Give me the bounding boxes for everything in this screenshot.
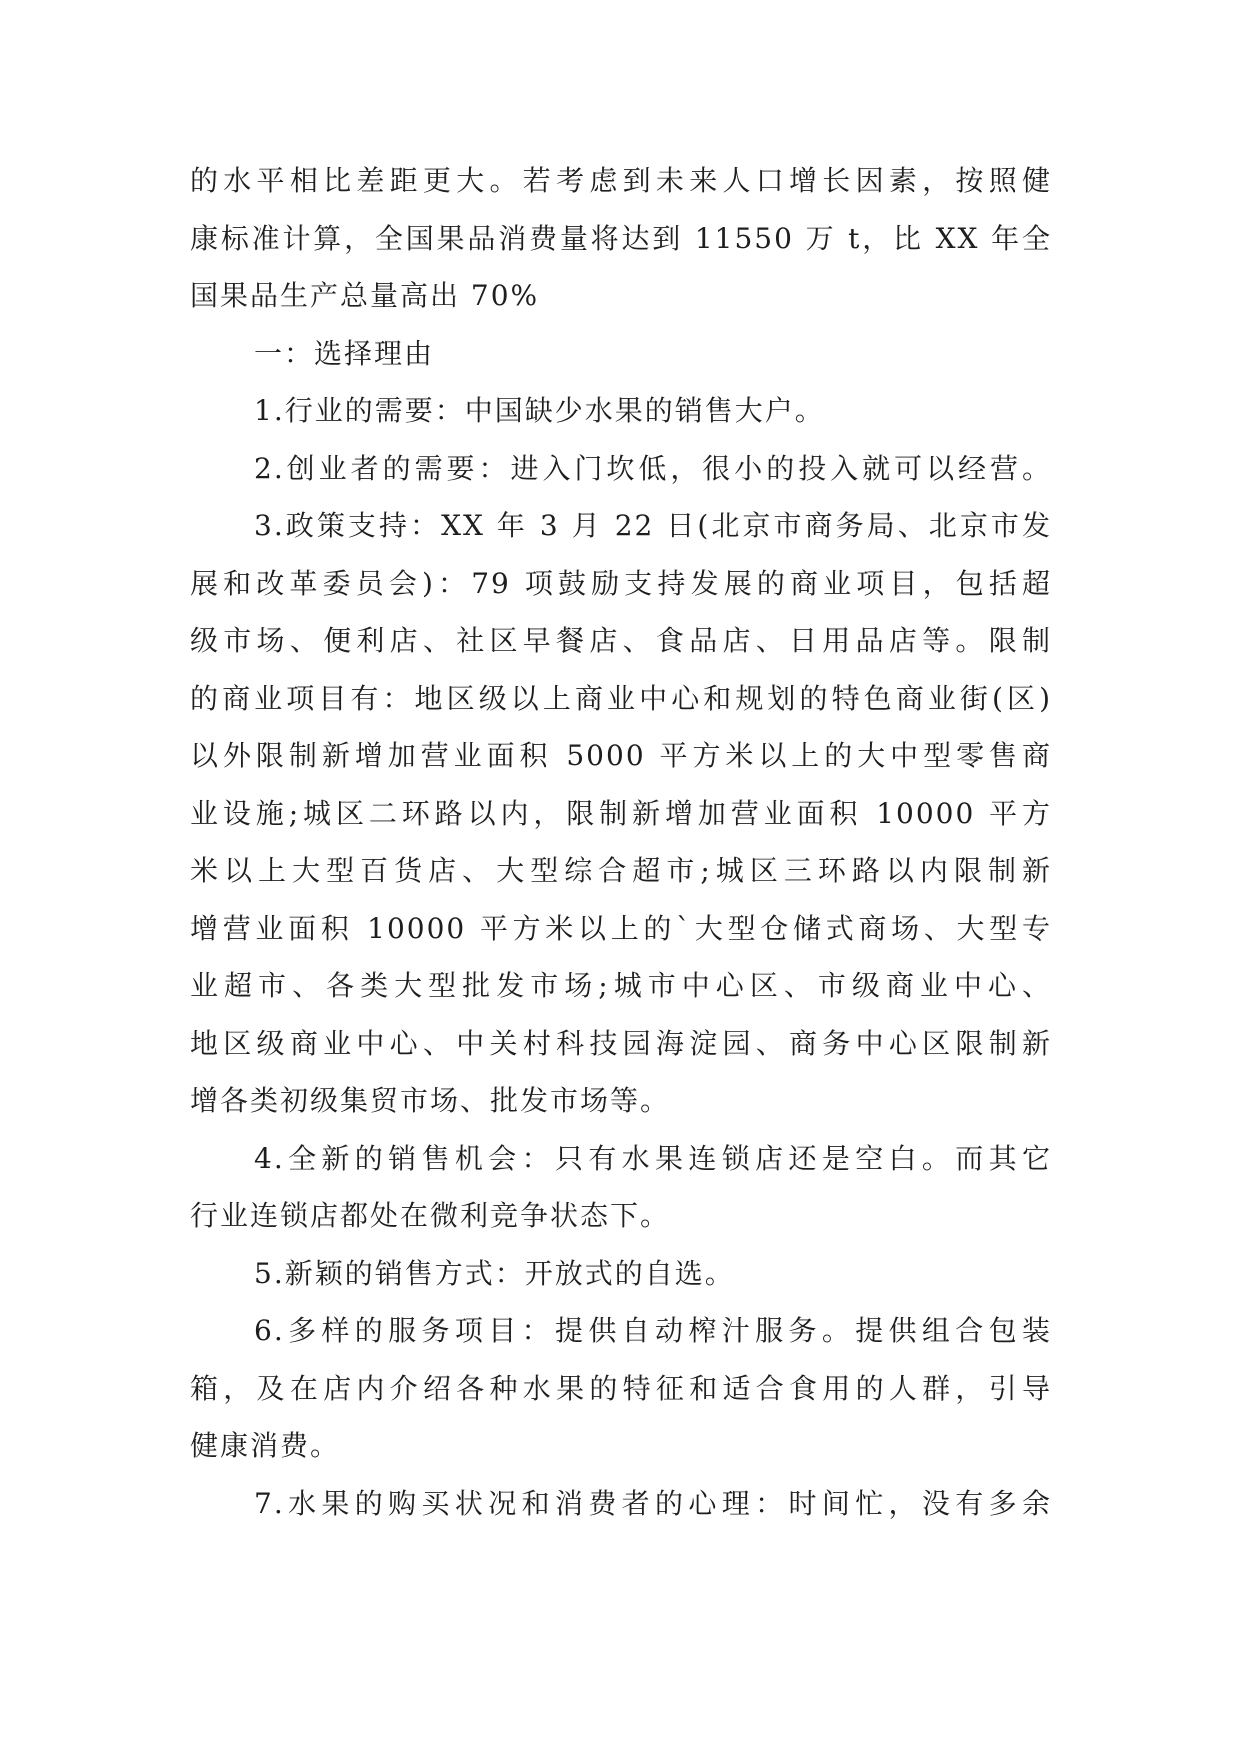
text-line: 2.创业者的需要：进入门坎低，很小的投入就可以经营。 bbox=[254, 451, 1052, 485]
text-line: 米以上大型百货店、大型综合超市;城区三环路以内限制新 bbox=[190, 854, 1052, 887]
text-line: 1.行业的需要：中国缺少水果的销售大户。 bbox=[254, 394, 825, 427]
text-line: 增营业面积 10000 平方米以上的`大型仓储式商场、大型专 bbox=[190, 911, 1052, 945]
text-line: 展和改革委员会)：79 项鼓励支持发展的商业项目，包括超 bbox=[190, 566, 1052, 600]
text-line: 6.多样的服务项目：提供自动榨汁服务。提供组合包装 bbox=[254, 1314, 1052, 1347]
text-line: 业设施;城区二环路以内，限制新增加营业面积 10000 平方 bbox=[190, 796, 1052, 830]
text-line: 行业连锁店都处在微利竞争状态下。 bbox=[190, 1199, 671, 1232]
text-line: 国果品生产总量高出 70% bbox=[190, 279, 540, 312]
text-line: 以外限制新增加营业面积 5000 平方米以上的大中型零售商 bbox=[190, 739, 1052, 772]
text-line: 康标准计算，全国果品消费量将达到 11550 万 t，比 XX 年全 bbox=[190, 221, 1052, 255]
text-line: 3.政策支持：XX 年 3 月 22 日(北京市商务局、北京市发 bbox=[254, 509, 1052, 542]
text-line: 箱，及在店内介绍各种水果的特征和适合食用的人群，引导 bbox=[190, 1371, 1052, 1405]
text-line: 的水平相比差距更大。若考虑到未来人口增长因素，按照健 bbox=[190, 164, 1052, 197]
text-line: 一：选择理由 bbox=[254, 336, 435, 370]
text-line: 7.水果的购买状况和消费者的心理：时间忙，没有多余 bbox=[254, 1486, 1052, 1520]
text-line: 级市场、便利店、社区早餐店、食品店、日用品店等。限制 bbox=[190, 624, 1052, 657]
text-line: 地区级商业中心、中关村科技园海淀园、商务中心区限制新 bbox=[190, 1026, 1052, 1060]
document-body bbox=[190, 152, 1052, 1532]
text-line: 5.新颖的销售方式：开放式的自选。 bbox=[254, 1256, 735, 1290]
text-line: 业超市、各类大型批发市场;城市中心区、市级商业中心、 bbox=[190, 969, 1052, 1002]
text-line: 的商业项目有：地区级以上商业中心和规划的特色商业街(区) bbox=[190, 681, 1052, 715]
text-line: 健康消费。 bbox=[190, 1429, 341, 1462]
text-line: 4.全新的销售机会：只有水果连锁店还是空白。而其它 bbox=[254, 1141, 1052, 1175]
text-line: 增各类初级集贸市场、批发市场等。 bbox=[190, 1084, 671, 1117]
